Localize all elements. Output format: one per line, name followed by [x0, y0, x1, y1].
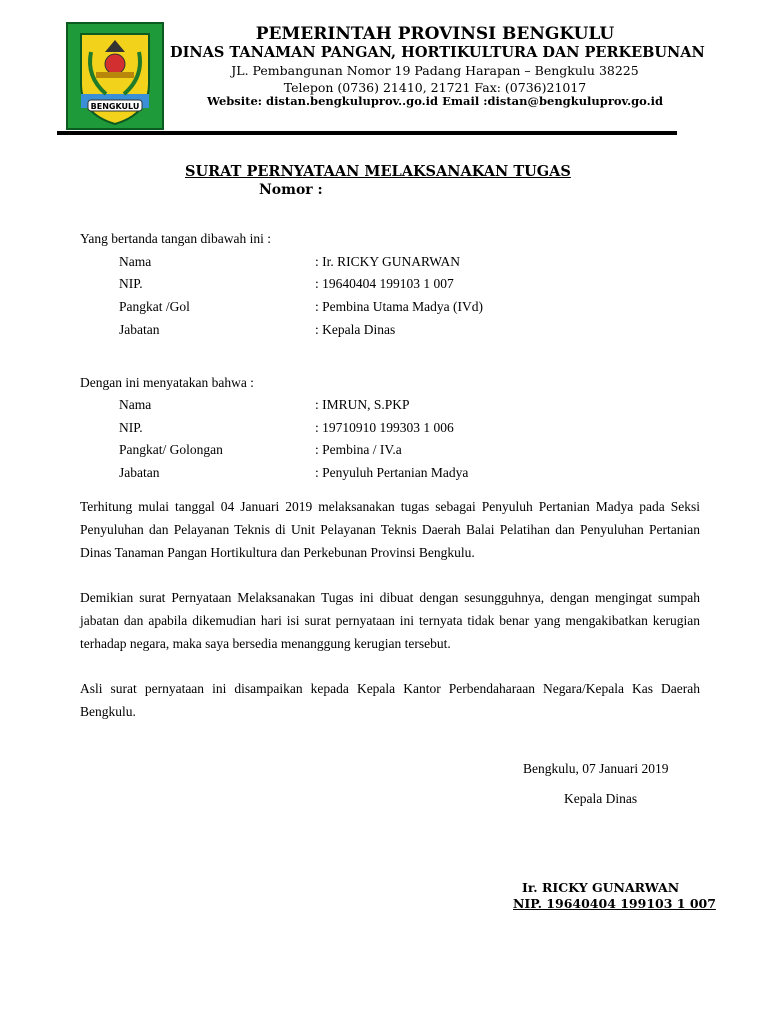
header-phone: Telepon (0736) 21410, 21721 Fax: (0736)21017: [283, 80, 587, 95]
signatory-nip: NIP. 19640404 199103 1 007: [513, 896, 716, 911]
section2-label: Pangkat/ Golongan: [119, 442, 223, 457]
section2-value: : Penyuluh Pertanian Madya: [315, 465, 469, 480]
bengkulu-emblem-logo: [66, 22, 164, 130]
section1-intro: Yang bertanda tangan dibawah ini :: [80, 231, 271, 246]
section1-value: : Ir. RICKY GUNARWAN: [315, 254, 460, 269]
paragraph-distribution: Asli surat pernyataan ini disampaikan kepada Kepala Kantor Perbendaharaan Negara/Kepala Kas Daerah Bengkulu.: [80, 681, 700, 719]
paragraph-declaration: Demikian surat Pernyataan Melaksanakan Tugas ini dibuat dengan sesungguhnya, dengan mengingat sumpah jabatan dan apabila dikemudian hari isi surat pernyataan ini ternyata tidak benar yang mengakibatkan kerugian terhadap negara, maka saya bersedia menanggung kerugian tersebut.: [80, 590, 700, 651]
signature-position: Kepala Dinas: [564, 791, 638, 806]
section1-value: : Kepala Dinas: [315, 322, 396, 337]
section1-label: Pangkat /Gol: [119, 299, 190, 314]
paragraph-assignment: Terhitung mulai tanggal 04 Januari 2019 melaksanakan tugas sebagai Penyuluh Pertanian Madya pada Seksi Penyuluhan dan Pelayanan Teknis di Unit Pelayanan Teknis Daerah Balai Pelatihan dan Penyuluhan Pertanian Dinas Tanaman Pangan Hortikultura dan Perkebunan Provinsi Bengkulu.: [80, 499, 700, 560]
header-website: Website: distan.bengkuluprov..go.id Email :distan@bengkuluprov.go.id: [206, 94, 664, 108]
document-title: SURAT PERNYATAAN MELAKSANAKAN TUGAS: [185, 163, 571, 180]
section2-value: : IMRUN, S.PKP: [315, 397, 410, 412]
section1-label: Jabatan: [119, 322, 160, 337]
header-address: JL. Pembangunan Nomor 19 Padang Harapan – Bengkulu 38225: [231, 63, 639, 78]
signatory-name: Ir. RICKY GUNARWAN: [522, 880, 680, 895]
document-number: Nomor :: [259, 182, 323, 198]
section1-value: : 19640404 199103 1 007: [315, 276, 454, 291]
section1-value: : Pembina Utama Madya (IVd): [315, 299, 483, 314]
section2-intro: Dengan ini menyatakan bahwa :: [80, 375, 254, 390]
section2-label: NIP.: [119, 420, 143, 435]
header-divider: [57, 131, 677, 135]
section1-label: Nama: [119, 254, 152, 269]
header-government: PEMERINTAH PROVINSI BENGKULU: [255, 24, 615, 44]
section2-value: : 19710910 199303 1 006: [315, 420, 454, 435]
signature-place-date: Bengkulu, 07 Januari 2019: [523, 761, 669, 776]
header-agency: DINAS TANAMAN PANGAN, HORTIKULTURA DAN PERKEBUNAN: [170, 44, 705, 61]
section1-label: NIP.: [119, 276, 143, 291]
logo-text: BENGKULU: [90, 102, 140, 111]
section2-label: Jabatan: [119, 465, 160, 480]
section2-value: : Pembina / IV.a: [315, 442, 402, 457]
section2-label: Nama: [119, 397, 152, 412]
